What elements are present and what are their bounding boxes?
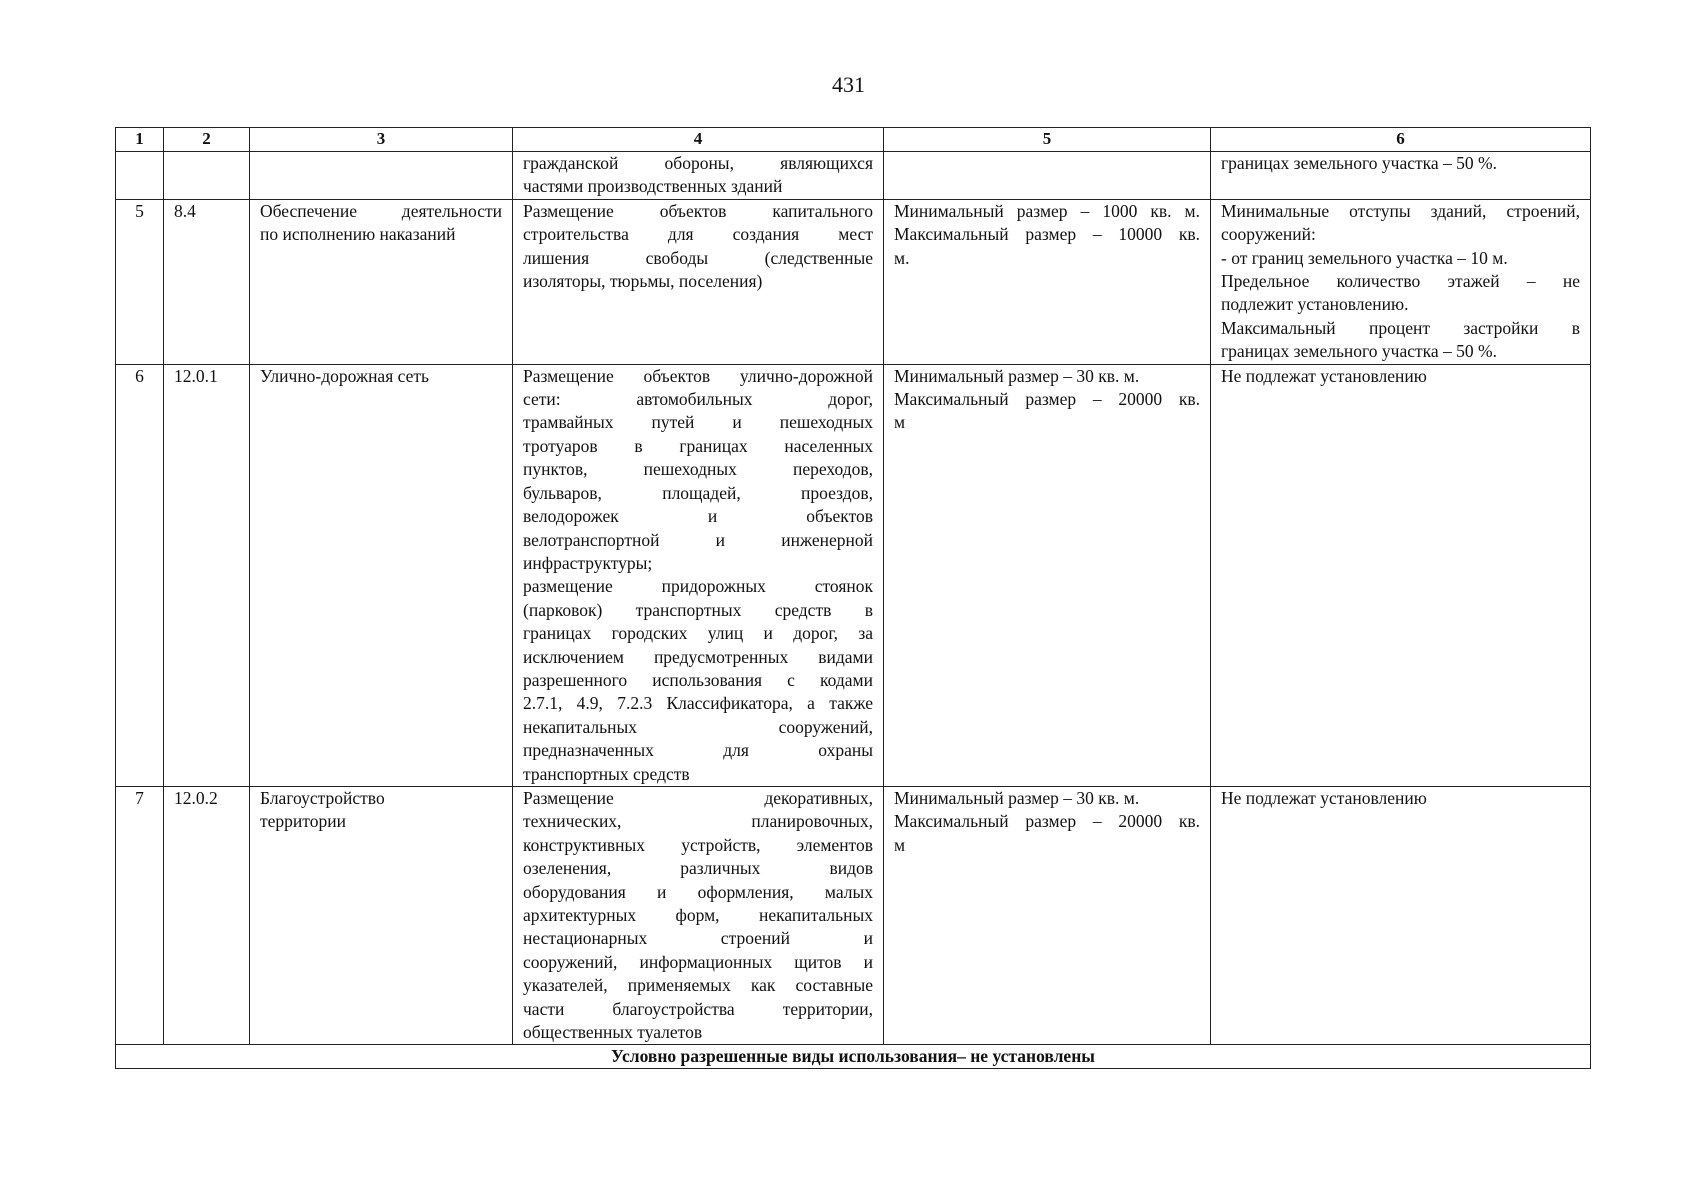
plot-size-line: Минимальный размер – 30 кв. м. bbox=[894, 365, 1140, 386]
activity-description-line: велодорожек и объектов bbox=[523, 506, 873, 527]
building-parameters-cell bbox=[1211, 199, 1591, 364]
building-parameters-cell bbox=[1211, 786, 1591, 1044]
plot-size-line: м. bbox=[894, 247, 910, 268]
col-header-2: 2 bbox=[164, 128, 250, 152]
activity-description-line: озеленения, различных видов bbox=[523, 858, 873, 879]
activity-code-cell: 12.0.1 bbox=[164, 364, 250, 786]
activity-description-line: велотранспортной и инженерной bbox=[523, 529, 873, 550]
activity-description-cell bbox=[513, 199, 884, 364]
table-body bbox=[116, 152, 1591, 1069]
col-header-4: 4 bbox=[513, 128, 884, 152]
activity-code-cell: 12.0.2 bbox=[164, 786, 250, 1044]
building-parameters-line: Минимальные отступы зданий, строений, bbox=[1221, 200, 1580, 221]
plot-size-cell bbox=[884, 199, 1211, 364]
building-parameters-line: - от границ земельного участка – 10 м. bbox=[1221, 247, 1508, 268]
plot-size-line: Минимальный размер – 30 кв. м. bbox=[894, 787, 1140, 808]
activity-description-line: разрешенного использования с кодами bbox=[523, 669, 873, 690]
activity-description-line: конструктивных устройств, элементов bbox=[523, 834, 873, 855]
activity-description-line: Размещение декоративных, bbox=[523, 787, 873, 808]
activity-description-cell bbox=[513, 364, 884, 786]
activity-description-line: пунктов, пешеходных переходов, bbox=[523, 459, 873, 480]
activity-description-line: (парковок) транспортных средств в bbox=[523, 599, 873, 620]
row-number-cell bbox=[116, 152, 164, 200]
activity-description-line: размещение придорожных стоянок bbox=[523, 576, 873, 597]
table-row bbox=[116, 786, 1591, 1044]
activity-name-line: Благоустройство bbox=[260, 787, 385, 808]
activity-name-cell bbox=[250, 152, 513, 200]
activity-description-line: частями производственных зданий bbox=[523, 176, 783, 197]
activity-description-cell bbox=[513, 152, 884, 200]
activity-description-line: инфраструктуры; bbox=[523, 552, 653, 573]
activity-name-cell bbox=[250, 786, 513, 1044]
activity-description-line: Размещение объектов улично-дорожной bbox=[523, 365, 873, 386]
building-parameters-cell bbox=[1211, 152, 1591, 200]
activity-name-line: Улично-дорожная сеть bbox=[260, 365, 430, 386]
building-parameters-line: границах земельного участка – 50 %. bbox=[1221, 341, 1497, 362]
col-header-5: 5 bbox=[884, 128, 1211, 152]
building-parameters-cell bbox=[1211, 364, 1591, 786]
building-parameters-line: Не подлежат установлению bbox=[1221, 787, 1427, 808]
table-row bbox=[116, 199, 1591, 364]
activity-description-line: строительства для создания мест bbox=[523, 224, 873, 245]
activity-description-line: технических, планировочных, bbox=[523, 811, 873, 832]
plot-size-line: Максимальный размер – 20000 кв. bbox=[894, 389, 1200, 410]
activity-description-line: бульваров, площадей, проездов, bbox=[523, 482, 873, 503]
building-parameters-line: Максимальный процент застройки в bbox=[1221, 317, 1580, 338]
plot-size-cell bbox=[884, 786, 1211, 1044]
activity-description-line: транспортных средств bbox=[523, 763, 690, 784]
activity-name-cell bbox=[250, 199, 513, 364]
activity-description-line: общественных туалетов bbox=[523, 1022, 703, 1043]
activity-description-line: 2.7.1, 4.9, 7.2.3 Классификатора, а также bbox=[523, 693, 873, 714]
footer-text: Условно разрешенные виды использования– не установлены bbox=[116, 1045, 1591, 1069]
activity-code-cell bbox=[164, 152, 250, 200]
activity-name-line: по исполнению наказаний bbox=[260, 224, 456, 245]
activity-name-line: территории bbox=[260, 811, 346, 832]
activity-name-cell bbox=[250, 364, 513, 786]
activity-description-line: нестационарных строений и bbox=[523, 928, 873, 949]
activity-description-line: сооружений, информационных щитов и bbox=[523, 951, 873, 972]
building-parameters-line: Предельное количество этажей – не bbox=[1221, 271, 1580, 292]
land-use-table bbox=[115, 127, 1591, 1069]
plot-size-line: м bbox=[894, 412, 906, 433]
activity-description-line: оборудования и оформления, малых bbox=[523, 881, 873, 902]
activity-description-line: указателей, применяемых как составные bbox=[523, 975, 873, 996]
building-parameters-line: Не подлежат установлению bbox=[1221, 365, 1427, 386]
activity-description-line: предназначенных для охраны bbox=[523, 740, 873, 761]
activity-description-cell bbox=[513, 786, 884, 1044]
plot-size-cell bbox=[884, 152, 1211, 200]
activity-description-line: границах городских улиц и дорог, за bbox=[523, 623, 873, 644]
activity-description-line: исключением предусмотренных видами bbox=[523, 646, 873, 667]
table-row bbox=[116, 152, 1591, 200]
activity-code-cell: 8.4 bbox=[164, 199, 250, 364]
building-parameters-line: подлежит установлению. bbox=[1221, 294, 1409, 315]
plot-size-line: м bbox=[894, 834, 906, 855]
activity-description-line: архитектурных форм, некапитальных bbox=[523, 905, 873, 925]
table-row bbox=[116, 364, 1591, 786]
activity-description-line: части благоустройства территории, bbox=[523, 998, 873, 1019]
activity-description-line: лишения свободы (следственные bbox=[523, 247, 873, 268]
header-row bbox=[116, 128, 1591, 152]
activity-description-line: сети: автомобильных дорог, bbox=[523, 389, 873, 410]
col-header-6: 6 bbox=[1211, 128, 1591, 152]
plot-size-cell bbox=[884, 364, 1211, 786]
activity-description-line: изоляторы, тюрьмы, поселения) bbox=[523, 271, 763, 292]
col-header-1: 1 bbox=[116, 128, 164, 152]
page-number: 431 bbox=[832, 72, 865, 97]
building-parameters-line: сооружений: bbox=[1221, 224, 1316, 245]
plot-size-line: Минимальный размер – 1000 кв. м. bbox=[894, 200, 1200, 221]
plot-size-line: Максимальный размер – 10000 кв. bbox=[894, 224, 1200, 245]
row-number-cell: 6 bbox=[116, 364, 164, 786]
activity-description-line: некапитальных сооружений, bbox=[523, 716, 873, 737]
activity-description-line: гражданской обороны, являющихся bbox=[523, 153, 873, 173]
col-header-3: 3 bbox=[250, 128, 513, 152]
plot-size-line: Максимальный размер – 20000 кв. bbox=[894, 811, 1200, 832]
footer-row bbox=[116, 1045, 1591, 1069]
activity-description-line: Размещение объектов капитального bbox=[523, 200, 873, 221]
activity-description-line: тротуаров в границах населенных bbox=[523, 435, 873, 456]
row-number-cell: 5 bbox=[116, 199, 164, 364]
activity-name-line: Обеспечение деятельности bbox=[260, 200, 502, 221]
activity-description-line: трамвайных путей и пешеходных bbox=[523, 412, 873, 433]
building-parameters-line: границах земельного участка – 50 %. bbox=[1221, 153, 1497, 173]
row-number-cell: 7 bbox=[116, 786, 164, 1044]
